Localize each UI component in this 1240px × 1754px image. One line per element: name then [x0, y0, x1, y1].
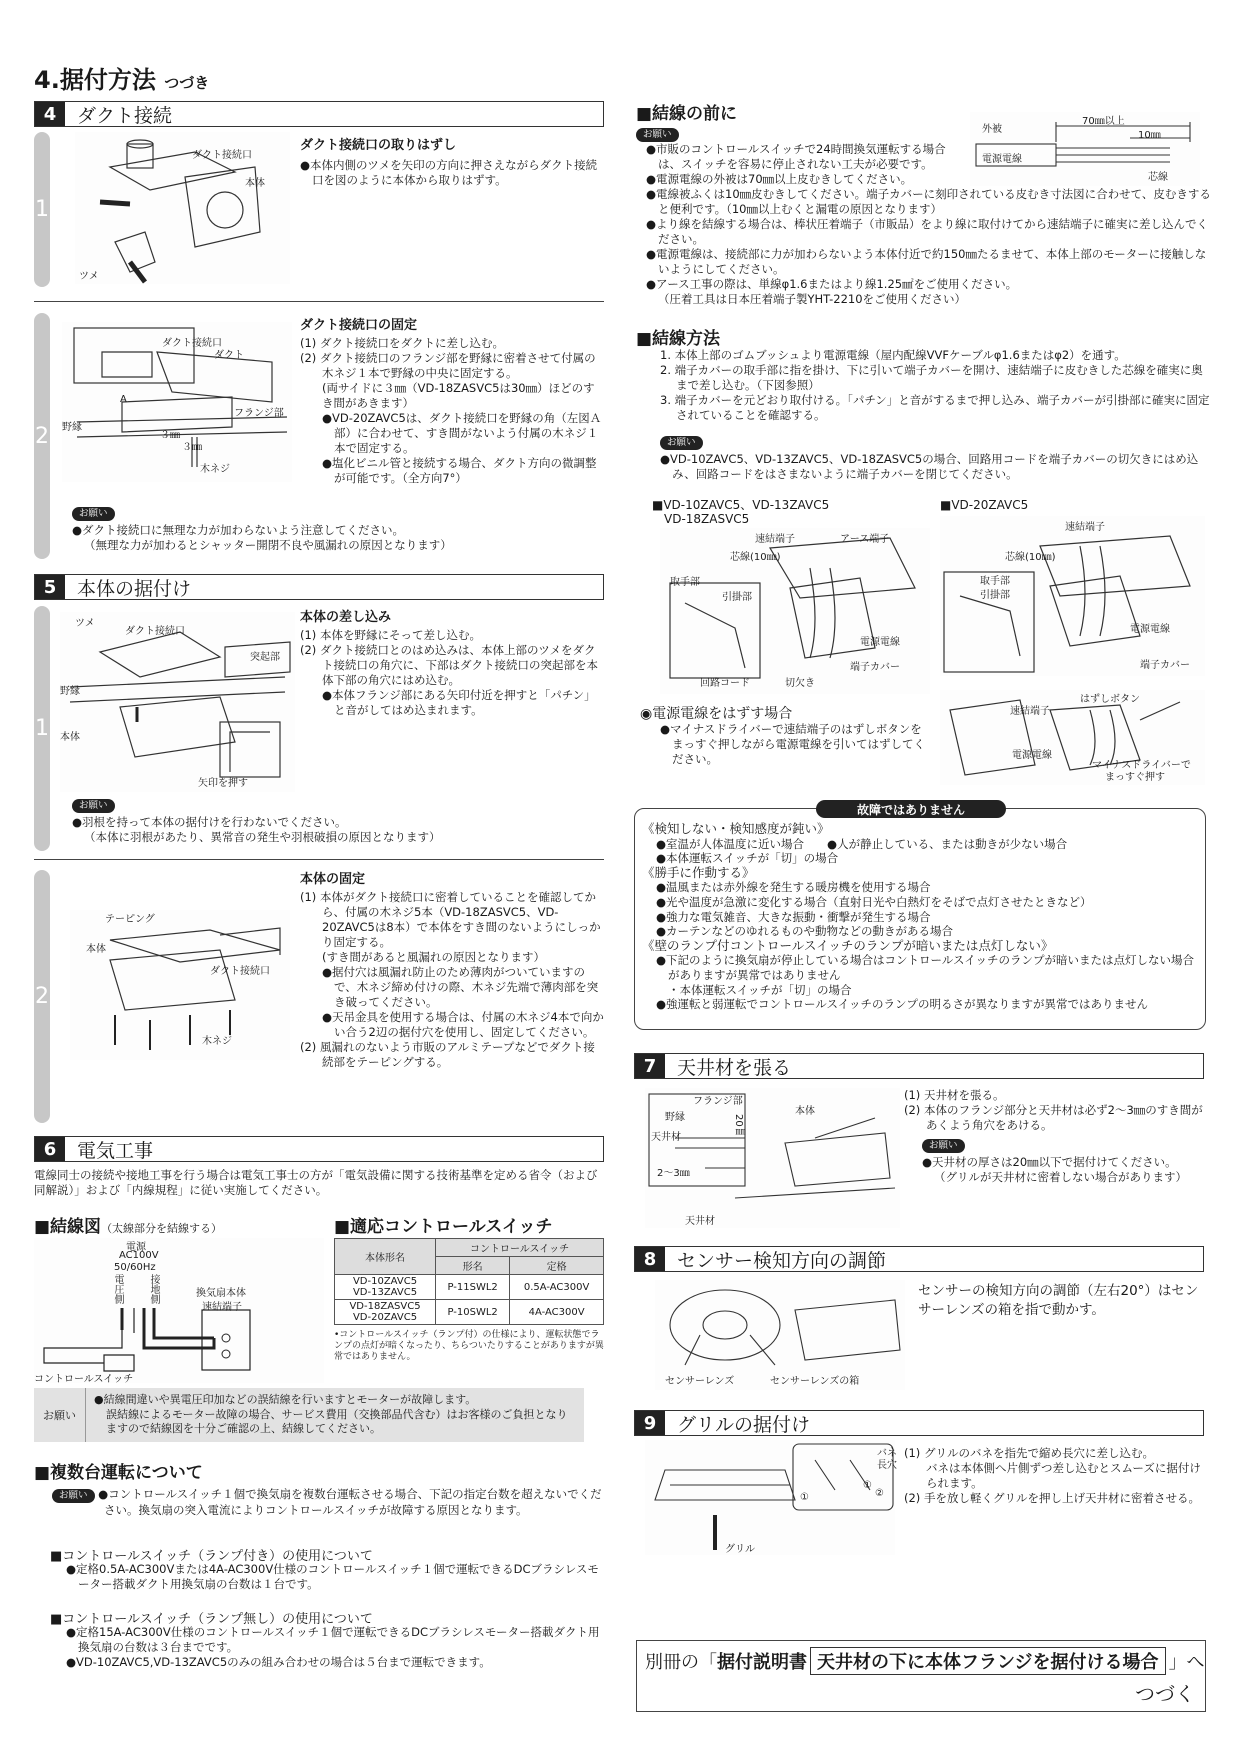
duct-removal-figure: ダクト接続口 本体 ツメ	[75, 132, 290, 284]
sec8-text: センサーの検知方向の調節（左右20°）はセンサーレンズの箱を指で動かす。	[918, 1283, 1199, 1318]
sec4-step2-text: ダクト接続口の固定 (1) ダクト接続口をダクトに差し込む。 (2) ダクト接続口のフランジ部を野縁に密着させて付属の木ネジ１本で野縁の中央に固定する。 (両サイドに３㎜（VD-18ZASVC5は30㎜）ほどのすき間があきます） ●VD-20ZAVC5は、ダクト接続口を野縁の角（左図Ａ部）に合わせて、すき間がないよう付属の木ネジ１本で固定する。 ●塩化ビニル管と接続する場合、ダクト方向の微調整が可能です。（全方向7°）	[300, 318, 602, 485]
method-caution: お願い ●VD-10ZAVC5、VD-13ZAVC5、VD-18ZASVC5の場合、回路用コードを端子カバーの切欠きにはめ込み、回路コードをはさまないように端子カバーを閉じてください。	[660, 437, 1199, 481]
multi-a-text: ●定格0.5A-AC300Vまたは4A-AC300V仕様のコントロールスイッチ１個で運転できるDCブラシレスモーター搭載ダクト用換気扇の台数は１台です。	[66, 1562, 599, 1591]
body-insert-figure: ツメ ダクト接続口 突起部 野縁 本体 矢印を押す	[60, 612, 295, 792]
caution-tag: お願い	[72, 507, 115, 521]
multi-b-heading: ■コントロールスイッチ（ランプ無し）の使用について	[50, 1612, 373, 1627]
wiring-warning: お願い ●結線間違いや異電圧印加などの誤結線を行いますとモーターが故障します。 誤結線によるモーター故障の場合、サービス費用（交換部品代含む）はお客様のご負担となりますので結線図を十分ご確認の上、結線してください。	[34, 1388, 584, 1442]
step-marker: 2	[34, 870, 50, 1123]
sensor-figure: センサーレンズ センサーレンズの箱	[655, 1280, 905, 1390]
remove-heading: ◉電源電線をはずす場合	[640, 706, 793, 722]
switch-table: 本体形名 コントロールスイッチ 形名 定格 VD-10ZAVC5 VD-13ZAVC5 P-11SWL2 0.5A-AC300V VD-18ZASVC5 VD-20ZAVC5 P-10SWL2 4A-AC300V	[334, 1238, 604, 1325]
sec9-text: (1) グリルのバネを指先で縮め長穴に差し込む。 バネは本体側へ片側ずつ差し込むとスムーズに据付けられます。 (2) 手を放し軽くグリルを押し上げ天井材に密着させる。	[904, 1446, 1201, 1505]
duct-fix-figure: ダクト接続口 ダクト A フランジ部 野縁 ３㎜ ３㎜ 木ネジ	[62, 322, 292, 482]
sec4-step1-text: ダクト接続口の取りはずし ●本体内側のツメを矢印の方向に押さえながらダクト接続口を図のように本体から取りはずす。	[300, 138, 598, 187]
caution-tag: お願い	[636, 128, 679, 142]
page-title: 4.据付方法 つづき	[34, 66, 210, 94]
caution-tag: お願い	[660, 436, 703, 450]
method-list: 1. 本体上部のゴムブッシュより電源電線（屋内配線VVFケーブルφ1.6またはφ2）を通す。 2. 端子カバーの取手部に指を掛け、下に引いて端子カバーを開け、速結端子に皮むきした芯線を確実に奥まで差し込む。（下図参照） 3. 端子カバーを元どおり取付ける。「パチン」と音がするまで押し込み、端子カバーが引掛部に確実に固定されていることを確認する。	[660, 348, 1210, 422]
caution-tag: お願い	[52, 1489, 95, 1503]
method-heading: ■結線方法	[636, 329, 721, 349]
multi-a-heading: ■コントロールスイッチ（ランプ付き）の使用について	[50, 1549, 373, 1564]
terminal-figure-b: 速結端子 芯線(10㎜) 取手部 引掛部 電源電線 端子カバー	[940, 516, 1205, 676]
wiring-heading: ■結線図（太線部分を結線する）	[34, 1217, 223, 1237]
section-5-header: 5 本体の据付け	[34, 574, 604, 600]
body-fix-figure: テーピング 本体 ダクト接続口 木ネジ	[70, 910, 290, 1060]
sec5-step2-text: 本体の固定 (1) 本体がダクト接続口に密着していることを確認してから、付属の木ネジ5本（VD-18ZASVC5、VD-20ZAVC5は8本）で本体をすき間のないようにしっかり固定する。 (すき間があると風漏れの原因となります） ●据付穴は風漏れ防止のため薄肉がついていますので、木ネジ締め付けの際、木ネジ先端で薄肉部を突き破ってください。 ●天吊金具を使用する場合は、付属の木ネジ4本で向かい合う2辺の据付穴を使用し、固定してください。 (2) 風漏れのないよう市販のアルミテープなどでダクト接続部をテーピングする。	[300, 872, 604, 1069]
grille-figure: バネ 長穴 ① ② ① グリル	[645, 1440, 895, 1555]
section-9-header: 9 グリルの据付け	[634, 1410, 1204, 1436]
caution-tag: お願い	[72, 799, 115, 813]
ceiling-figure: フランジ部 野縁 天井材 20㎜ 2～3㎜ 本体 天井材	[645, 1088, 900, 1228]
section-7-header: 7 天井材を張る	[634, 1053, 1204, 1079]
step-marker: 1	[34, 606, 50, 851]
not-fault-content: 《検知しない・検知感度が鈍い》 ●室温が人体温度に近い場合 ●人が静止している、または動きが少ない場合 ●本体運転スイッチが「切」の場合 《勝手に作動する》 ●温風または赤外線を発生する暖房機を使用する場合 ●光や温度が急激に変化する場合（直射日光や白熱灯をそばで点灯させたときなど） ●強力な電気雑音、大きな振動・衝撃が発生する場合 ●カーテンなどのゆれるものや動物などの動きがある場合 《壁のランプ付コントロールスイッチのランプが暗いまたは点灯しない》 ●下記のように換気扇が停止している場合はコントロールスイッチのランプが暗いまたは点灯しない場合がありますが異常ではありません ・本体運転スイッチが「切」の場合 ●強運転と弱運転でコントロールスイッチのランプの明るさが異なりますが異常ではありません	[642, 821, 1194, 1012]
section-4-header: 4 ダクト接続	[34, 101, 604, 127]
sec7-text: (1) 天井材を張る。 (2) 本体のフランジ部分と天井材は必ず2～3㎜のすき間があくよう角穴をあける。 お願い ●天井材の厚さは20㎜以下で据付けてください。 （グリルが天井材に密着しない場合があります）	[904, 1088, 1203, 1184]
sec5-caution: お願い ●羽根を持って本体の据付けを行わないでください。 （本体に羽根があたり、異常音の発生や羽根破損の原因となります）	[72, 800, 441, 844]
switch-heading: ■適応コントロールスイッチ	[334, 1217, 553, 1237]
before-text	[636, 126, 981, 142]
table-note: •コントロールスイッチ（ランプ付）の仕様により、運転状態でランプの点灯が暗くなったり、ちらついたりすることがありますが異常ではありません。	[334, 1330, 604, 1362]
sec4-caution: お願い ●ダクト接続口に無理な力が加わらないよう注意してください。 （無理な力が加わるとシャッター開閉不良や風漏れの原因となります）	[72, 508, 452, 552]
continued-ref: 天井材の下に本体フランジを据付ける場合	[810, 1647, 1166, 1675]
step-marker: 2	[34, 313, 50, 559]
sec5-step1-text: 本体の差し込み (1) 本体を野縁にそって差し込む。 (2) ダクト接続口とのはめ込みは、本体上部のツメをダクト接続口の角穴に、下部はダクト接続口の突起部を本体下部の角穴にはめ込む。 ●本体フランジ部にある矢印付近を押すと「パチン」と音がしてはめ込まれます。	[300, 610, 598, 717]
caution-tag: お願い	[922, 1139, 965, 1153]
multi-heading: ■複数台運転について	[34, 1463, 203, 1483]
before-list: ●市販のコントロールスイッチで24時間換気運転する場合は、スイッチを容易に停止されない工夫が必要です。 ●電源電線の外被は70㎜以上皮むきしてください。 ●電線被ふくは10㎜皮むきしてください。端子カバーに刻印されている皮むき寸法図に合わせて、皮むきすると便利です。（10㎜以上むくと漏電の原因となります） ●より線を結線する場合は、棒状圧着端子（市販品）をより線に取付けてから速結端子に確実に差し込んでください。 ●電源電線は、接続部に力が加わらないよう本体付近で約150㎜たるませて、本体上部のモーターに接触しないようにしてください。 ●アース工事の際は、単線φ1.6またはより線1.25㎟をご使用ください。 （圧着工具は日本圧着端子製YHT-2210をご使用ください）	[646, 142, 1211, 306]
figB-title: ■VD-20ZAVC5	[940, 498, 1029, 512]
strip-figure: 外被 70㎜以上 10㎜ 電源電線 芯線	[970, 112, 1200, 186]
continued-box: 別冊の「 据付説明書 天井材の下に本体フランジを据付ける場合 」へ つづく	[636, 1640, 1206, 1712]
step-marker: 1	[34, 132, 50, 287]
multi-note: お願い ●コントロールスイッチ１個で換気扇を複数台運転させる場合、下記の指定台数を超えないでください。換気扇の突入電流によりコントロールスイッチが故障する原因となります。	[52, 1487, 604, 1518]
sec6-intro: 電線同士の接続や接地工事を行う場合は電気工事士の方が「電気設備に関する技術基準を定める省令（および同解説）」および「内線規程」に従い実施してください。	[34, 1168, 598, 1197]
figA-title: ■VD-10ZAVC5、VD-13ZAVC5 VD-18ZASVC5	[652, 498, 830, 526]
not-fault-title: 故障ではありません	[816, 800, 1006, 818]
remove-text: ●マイナスドライバーで速結端子のはずしボタンをまっすぐ押しながら電源電線を引いてはずしてください。	[660, 722, 925, 766]
remove-figure: はずしボタン 速結端子 電源電線 マイナスドライバーで まっすぐ押す	[940, 690, 1205, 785]
section-6-header: 6 電気工事	[34, 1136, 604, 1162]
multi-b-text: ●定格15A-AC300V仕様のコントロールスイッチ１個で運転できるDCブラシレスモーター搭載ダクト用換気扇の台数は３台までです。 ●VD-10ZAVC5,VD-13ZAVC5のみの組み合わせの場合は５台まで運転できます。	[66, 1625, 600, 1669]
terminal-figure-a: 速結端子 アース端子 芯線(10㎜) 取手部 引掛部 電源電線 端子カバー 回路コード 切欠き	[660, 528, 930, 694]
before-heading: ■結線の前に	[636, 104, 738, 124]
section-8-header: 8 センサー検知方向の調節	[634, 1246, 1204, 1272]
wiring-diagram: 電源 AC100V 50/60Hz 電圧側 接地側 換気扇本体 速結端子 コントロールスイッチ	[34, 1238, 324, 1383]
